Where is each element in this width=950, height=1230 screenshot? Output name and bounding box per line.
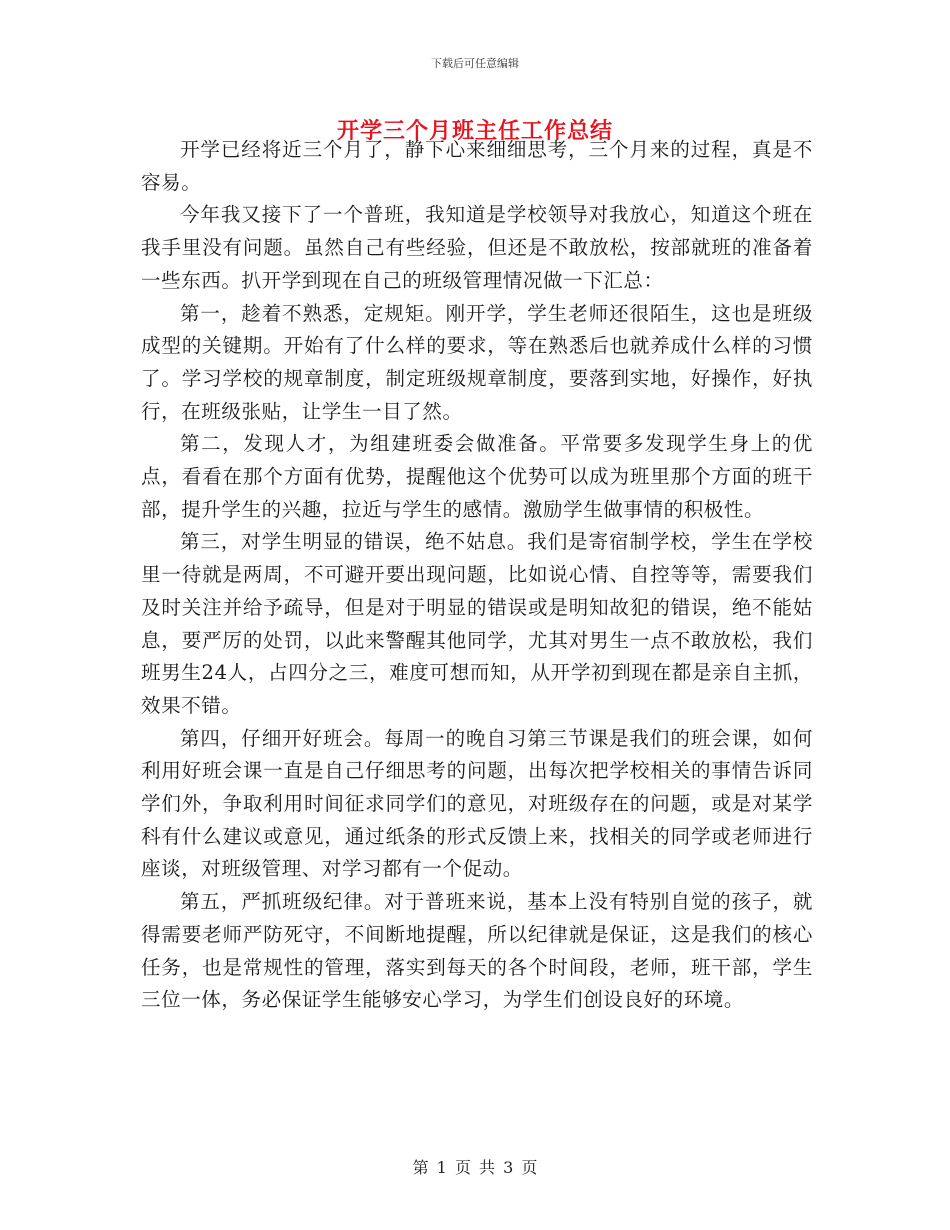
paragraph: 今年我又接下了一个普班，我知道是学校领导对我放心，知道这个班在我手里没有问题。虽然自己有些经验，但还是不敢放松，按部就班的准备着一些东西。扒开学到现在自己的班级管理情况做一下汇总：: [141, 203, 813, 292]
paragraph: 第五，严抓班级纪律。对于普班来说，基本上没有特别自觉的孩子，就得需要老师严防死守，不间断地提醒，所以纪律就是保证，这是我们的核心任务，也是常规性的管理，落实到每天的各个时间段，老师，班干部，学生三位一体，务必保证学生能够安心学习，为学生们创设良好的环境。: [141, 890, 813, 1012]
paragraph: 第一，趁着不熟悉，定规矩。刚开学，学生老师还很陌生，这也是班级成型的关键期。开始有了什么样的要求，等在熟悉后也就养成什么样的习惯了。学习学校的规章制度，制定班级规章制度，要落到实地，好操作，好执行，在班级张贴，让学生一目了然。: [141, 301, 813, 423]
document-title: 开学三个月班主任工作总结: [336, 118, 613, 144]
page-number-footer: 第 1 页 共 3 页: [412, 1158, 538, 1177]
paragraph: 第四，仔细开好班会。每周一的晚自习第三节课是我们的班会课，如何利用好班会课一直是自己仔细思考的问题，出每次把学校相关的事情告诉同学们外，争取利用时间征求同学们的意见，对班级存在的问题，或是对某学科有什么建议或意见，通过纸条的形式反馈上来，找相关的同学或老师进行座谈，对班级管理、对学习都有一个促动。: [141, 726, 813, 881]
paragraph: 第三，对学生明显的错误，绝不姑息。我们是寄宿制学校，学生在学校里一待就是两周，不可避开要出现问题，比如说心情、自控等等，需要我们及时关注并给予疏导，但是对于明显的错误或是明知故犯的错误，绝不能姑息，要严厉的处罚，以此来警醒其他同学，尤其对男生一点不敢放松，我们班男生24人，占四分之三，难度可想而知，从开学初到现在都是亲自主抓，效果不错。: [141, 530, 813, 717]
page-header-note: 下载后可任意编辑: [431, 57, 519, 70]
document-body: [141, 134, 813, 1017]
paragraph: 第二，发现人才，为组建班委会做准备。平常要多发现学生身上的优点，看看在那个方面有优势，提醒他这个优势可以成为班里那个方面的班干部，提升学生的兴趣，拉近与学生的感情。激励学生做事情的积极性。: [141, 432, 813, 521]
paragraph: 开学已经将近三个月了，静下心来细细思考，三个月来的过程，真是不容易。: [141, 138, 813, 194]
